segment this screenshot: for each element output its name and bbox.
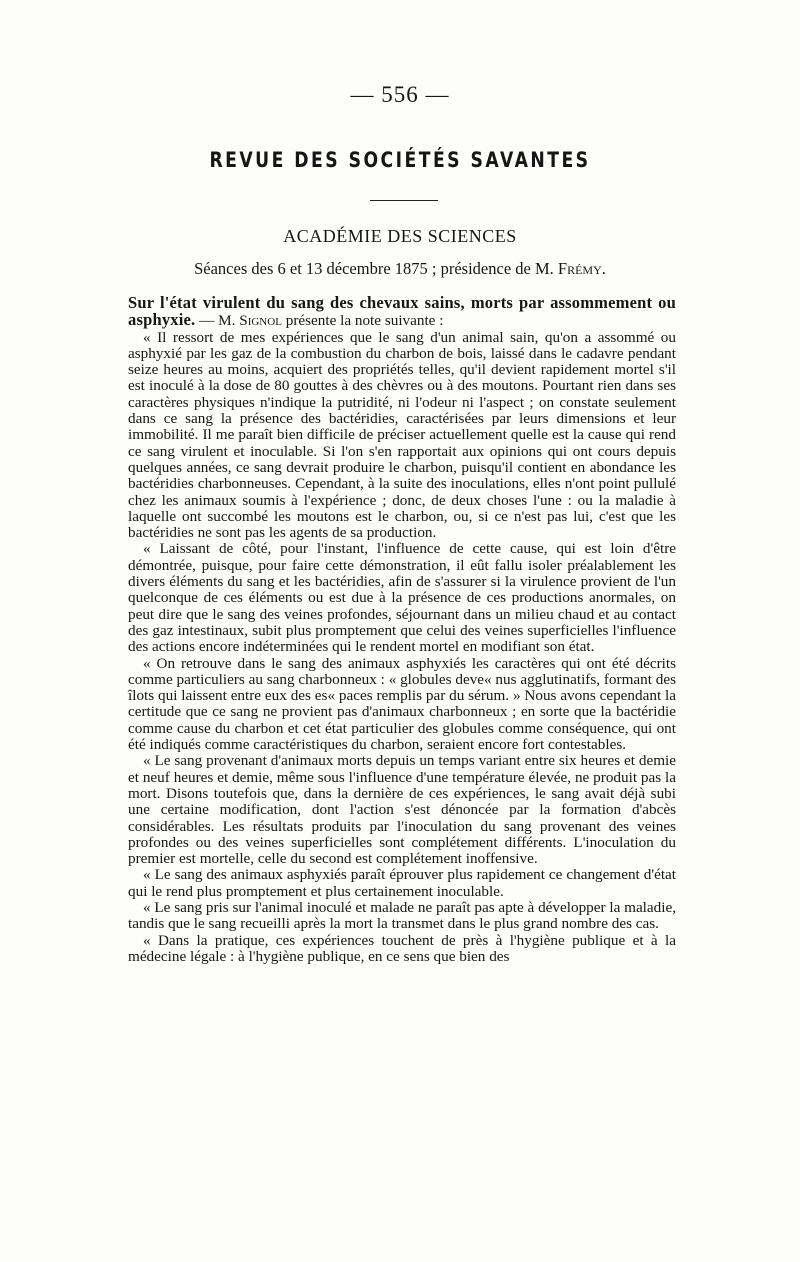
article-lead — [128, 295, 676, 330]
author-name: Signol — [239, 312, 282, 330]
heading-divider — [370, 200, 438, 201]
paragraph: « Il ressort de mes expériences que le sang d'un animal sain, qu'on a assommé ou asphyxié par les gaz de la combustion du charbon de bois, laissé dans le cadavre pendant seize heures au moins, acquiert des propriétés telles, qu'il devient rapidement mortel s'il est inoculé à la dose de 80 gouttes à des chèvres ou à des moutons. Pourtant rien dans ses caractères physiques n'indique la putridité, ni l'odeur ni l'aspect ; on constate seulement dans ce sang la présence des bactéridies, caractérisées par leurs dimensions et leur immobilité. Il me paraît bien difficile de préciser actuellement quelle est la cause qui rend ce sang virulent et inoculable. Si l'on s'en rapportait aux opinions qui ont cours depuis quelques années, ce sang devrait produire le charbon, puisqu'il contient en abondance les bactéridies charbonneuses. Cependant, à la suite des inoculations, elles n'ont point pullulé chez les animaux soumis à l'expérience ; donc, de deux choses l'une : ou la maladie à laquelle ont succombé les moutons est le charbon, ou, si ce n'est pas lui, c'est que les bactéridies ne sont pas les agents de sa production. — [128, 328, 676, 542]
article-title: Sur l'état virulent du sang des chevaux sains, morts par assommement ou asphyxie. — [128, 293, 676, 330]
page-heading: REVUE DES SOCIÉTÉS SAVANTES — [209, 148, 591, 172]
section-title: ACADÉMIE DES SCIENCES — [283, 226, 517, 246]
page-number: — 556 — — [350, 82, 450, 107]
paragraph: « Laissant de côté, pour l'instant, l'influence de cette cause, qui est loin d'être démontrée, puisque, pour faire cette démonstration, il eût fallu isoler préalablement les divers éléments du sang et les bactéridies, afin de s'assurer si la virulence provient de l'un quelconque de ces éléments ou est due à la présence de ces productions anormales, on peut dire que le sang des veines profondes, séjournant dans un milieu chaud et au contact des gaz intestinaux, subit plus promptement que celui des veines superficielles l'influence des actions encore indéterminées qui le rendent mortel en modifiant son état. — [128, 540, 676, 656]
paragraph: « Le sang provenant d'animaux morts depuis un temps variant entre six heures et demie et neuf heures et demie, même sous l'influence d'une température élevée, ne produit pas la mort. Disons toutefois que, dans la dernière de ces expériences, le sang avait déjà subi une certaine modification, dont l'action s'est dénoncée par la formation d'abcès considérables. Les résultats produits par l'inoculation du sang provenant des veines profondes ou des veines superficielles sont complétement différents. L'inoculation du premier est mortelle, celle du second est complétement inoffensive. — [128, 752, 676, 868]
paragraph: « Le sang pris sur l'animal inoculé et malade ne paraît pas apte à développer la maladie, tandis que le sang recueilli après la mort la transmet dans le plus grand nombre des cas. — [128, 898, 676, 933]
paragraph: « Le sang des animaux asphyxiés paraît éprouver plus rapidement ce changement d'état qui le rend plus promptement et plus certainement inoculable. — [128, 866, 676, 900]
paragraph: « Dans la pratique, ces expériences touchent de près à l'hygiène publique et à la médecine légale : à l'hygiène publique, en ce sens que bien des — [128, 931, 676, 965]
session-line — [0, 259, 800, 279]
article-body — [128, 295, 676, 965]
session-text: Séances des 6 et 13 décembre 1875 ; présidence de M. — [194, 259, 554, 278]
intro-suffix: présente la note suivante : — [285, 312, 444, 330]
president-name: Frémy. — [557, 259, 606, 278]
paragraph: « On retrouve dans le sang des animaux asphyxiés les caractères qui ont été décrits comme particuliers au sang charbonneux : « globules deve« nus agglutinatifs, formant des îlots qui laissent entre eux des es« paces remplis par du sérum. » Nous avons cependant la certitude que ce sang ne provient pas d'animaux charbonneux ; en sorte que la bactéridie comme cause du charbon et cet état particulier des globules comme conséquence, qui ont été indiqués comme caractéristiques du charbon, seraient encore fort contestables. — [128, 654, 676, 754]
intro-prefix: — M. — [199, 312, 236, 330]
